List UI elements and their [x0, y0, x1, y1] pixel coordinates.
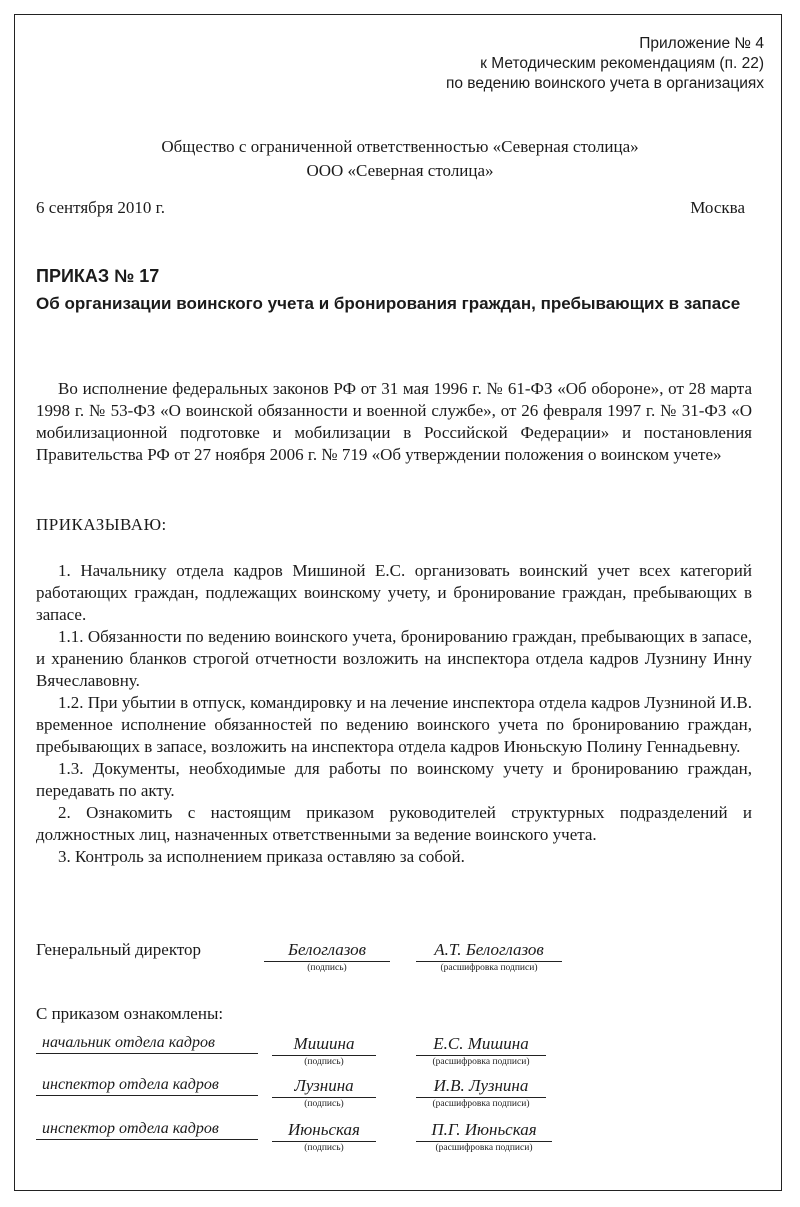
acknowledged-signature: Июньская [272, 1120, 376, 1142]
acknowledged-name: И.В. Лузнина [416, 1076, 546, 1098]
acknowledged-name-field [416, 1034, 546, 1067]
name-caption: (расшифровка подписи) [440, 963, 538, 973]
order-item: 1.1. Обязанности по ведению воинского учета, бронированию граждан, пребывающих в запасе, и хранению бланков строгой отчетности возложить на инспектора отдела кадров Лузнину Инну Вячеславовну. [36, 627, 752, 690]
order-item: 1. Начальнику отдела кадров Мишиной Е.С. организовать воинский учет всех категорий работающих граждан, подлежащих воинскому учету, и бронирование граждан, пребывающих в запасе. [36, 561, 752, 624]
organization-full-name: Общество с ограниченной ответственностью «Северная столица» [161, 137, 639, 156]
acknowledged-name-field [416, 1120, 552, 1153]
name-caption: (расшифровка подписи) [435, 1143, 533, 1153]
director-signature-field [264, 940, 390, 973]
preamble-section [36, 378, 752, 466]
organization-header [0, 135, 800, 183]
director-name: А.Т. Белоглазов [416, 940, 562, 962]
acknowledged-signature-field [272, 1076, 376, 1109]
order-number: ПРИКАЗ № 17 [36, 266, 160, 286]
signature-caption: (подпись) [304, 1099, 344, 1109]
signature-caption: (подпись) [304, 1143, 344, 1153]
name-caption: (расшифровка подписи) [432, 1099, 530, 1109]
appendix-note [446, 34, 764, 94]
order-items [36, 560, 752, 868]
acknowledged-name: П.Г. Июньская [416, 1120, 552, 1142]
appendix-line-1: Приложение № 4 [639, 35, 764, 52]
director-name-field [416, 940, 562, 973]
acknowledged-signature: Лузнина [272, 1076, 376, 1098]
orders-heading: ПРИКАЗЫВАЮ: [36, 515, 167, 534]
preamble-text: Во исполнение федеральных законов РФ от 31 мая 1996 г. № 61-ФЗ «Об обороне», от 28 марта 1998 г. № 53-ФЗ «О воинской обязанности и военной службе», от 26 февраля 1997 г. № 31-ФЗ «О мобилизационной подготовке и мобилизации в Российской Федерации» и постановления Правительства РФ от 27 ноября 2006 г. № 719 «Об утверждении положения о воинском учете» [36, 379, 752, 464]
director-signature: Белоглазов [264, 940, 390, 962]
director-label: Генеральный директор [36, 940, 202, 959]
organization-short-name: ООО «Северная столица» [306, 161, 494, 180]
acknowledged-signature-field [272, 1120, 376, 1153]
order-title: Об организации воинского учета и бронирования граждан, пребывающих в запасе [36, 294, 741, 313]
appendix-line-2: к Методическим рекомендациям (п. 22) [480, 55, 764, 72]
acknowledged-role: начальник отдела кадров [36, 1034, 258, 1054]
acknowledged-signature: Мишина [272, 1034, 376, 1056]
order-item: 1.2. При убытии в отпуск, командировку и на лечение инспектора отдела кадров Лузниной И.В. временное исполнение обязанностей по ведению воинского учета по бронированию граждан, пребывающих в запасе, возложить на инспектора отдела кадров Июньскую Полину Геннадьевну. [36, 693, 752, 756]
acknowledged-role: инспектор отдела кадров [36, 1120, 258, 1140]
order-item: 1.3. Документы, необходимые для работы по воинскому учету и бронированию граждан, передавать по акту. [36, 759, 752, 800]
order-item: 2. Ознакомить с настоящим приказом руководителей структурных подразделений и должностных лиц, назначенных ответственными за ведение воинского учета. [36, 803, 752, 844]
appendix-line-3: по ведению воинского учета в организациях [445, 75, 764, 92]
acknowledged-name-field [416, 1076, 546, 1109]
name-caption: (расшифровка подписи) [432, 1057, 530, 1067]
acknowledged-name: Е.С. Мишина [416, 1034, 546, 1056]
acknowledged-role: инспектор отдела кадров [36, 1076, 258, 1096]
order-date: 6 сентября 2010 г. [36, 198, 165, 217]
signature-caption: (подпись) [304, 1057, 344, 1067]
order-city: Москва [690, 198, 745, 217]
acknowledged-signature-field [272, 1034, 376, 1067]
signature-caption: (подпись) [307, 963, 347, 973]
acknowledged-heading: С приказом ознакомлены: [36, 1004, 224, 1023]
order-item: 3. Контроль за исполнением приказа оставляю за собой. [58, 847, 465, 866]
